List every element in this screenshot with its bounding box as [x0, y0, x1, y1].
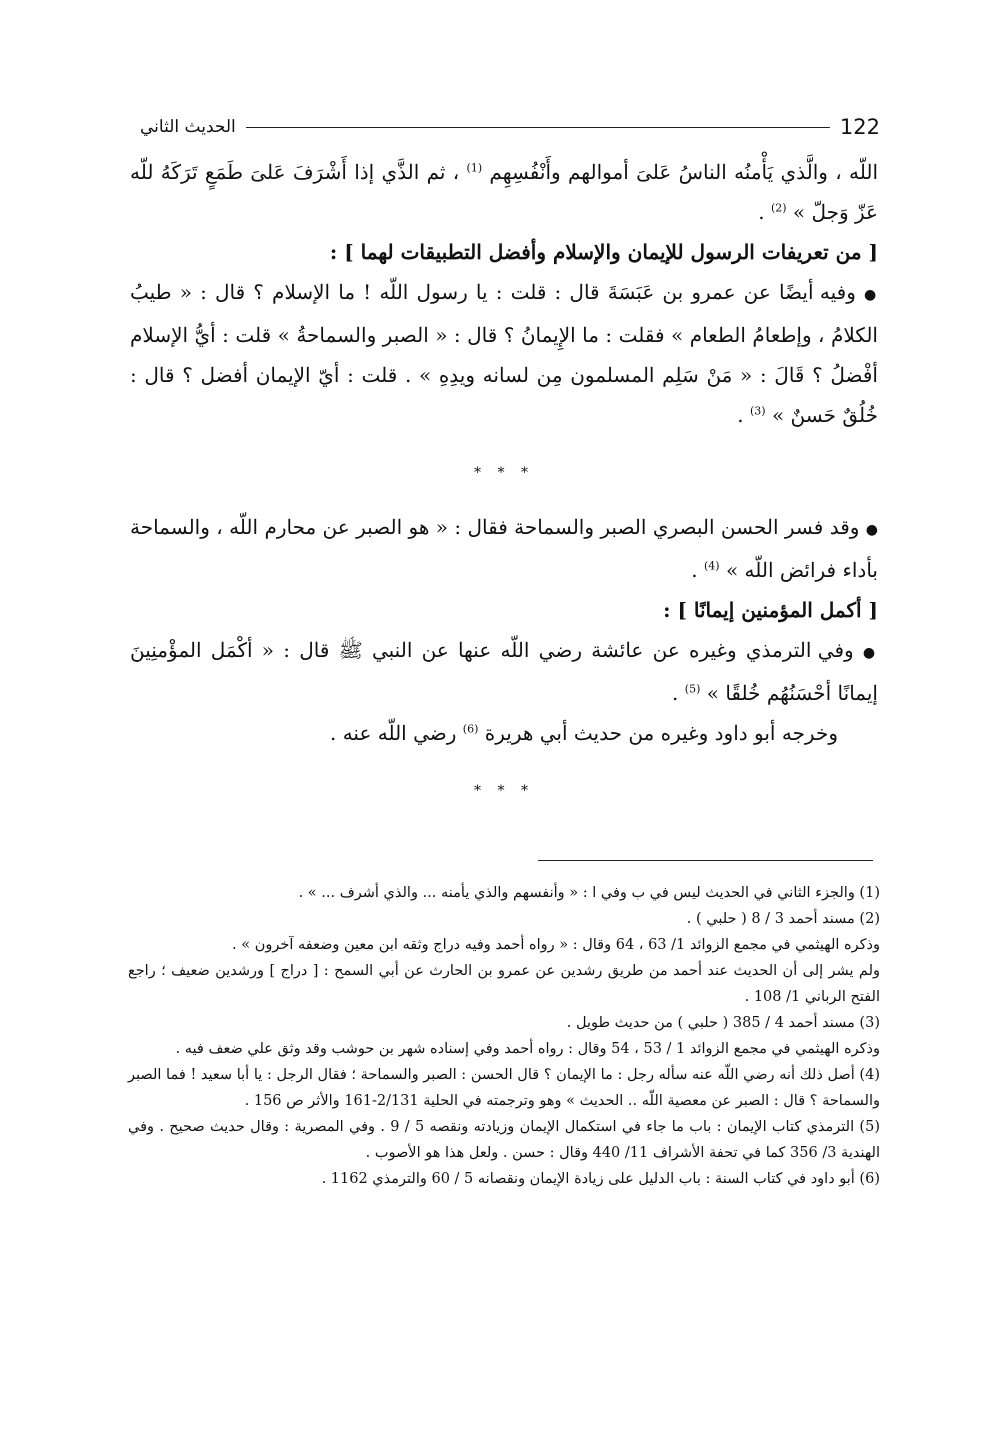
page-number: 122	[839, 115, 880, 139]
page-header	[140, 110, 880, 144]
main-text	[130, 152, 878, 825]
running-title: الحديث الثاني	[140, 117, 236, 137]
footnote: (3) مسند أحمد 4 / 385 ( حلبي ) من حديث طويل .	[566, 1015, 880, 1031]
paragraph-3	[130, 507, 878, 590]
footnote: (5) الترمذي كتاب الإيمان : باب ما جاء في استكمال الإيمان وزيادته ونقصه 5 / 9 . وفي المصرية : وقال حديث صحيح . وفي الهندية 3/ 356 كما في تحفة الأشراف 11/ 440 وقال : حسن . ولعل هذا هو الأصوب .	[128, 1119, 880, 1161]
bullet-icon: ●	[864, 287, 878, 303]
footnote-ref-5[interactable]: (5)	[684, 682, 701, 696]
section-heading-1: [ من تعريفات الرسول للإيمان والإسلام وأفضل التطبيقات لهما ] :	[329, 240, 878, 264]
paragraph-2	[130, 272, 878, 435]
footnote: (6) أبو داود في كتاب السنة : باب الدليل على زيادة الإيمان ونقصانه 5 / 60 والترمذي 1162 .	[321, 1171, 880, 1187]
footnote-rule	[538, 860, 873, 861]
para5-text: وخرجه أبو داود وغيره من حديث أبي هريرة	[484, 721, 838, 745]
footnote-ref-3[interactable]: (3)	[750, 404, 766, 418]
footnote: ولم يشر إلى أن الحديث عند أحمد من طريق رشدين عن عمرو بن الحارث عن أبي السمح : [ دراج ] ورشدين ضعيف ؛ راجع الفتح الرباني 1/ 108 .	[128, 963, 880, 1005]
footnote-ref-4[interactable]: (4)	[703, 559, 720, 573]
para1-end: .	[758, 200, 765, 224]
footnote: (1) والجزء الثاني في الحديث ليس في ب وفي ا : « وأنفسهم والذي يأمنه ... والذي أشرف ... » .	[298, 885, 880, 901]
footnote: (2) مسند أحمد 3 / 8 ( حلبي ) .	[686, 911, 880, 927]
para2-end: .	[737, 403, 744, 427]
para1-line1b: ، ثم الذَّي إذا أَشْرَفَ عَلىَ طَمَعٍ تَرَكَهُ	[160, 160, 460, 184]
footnote: وذكره الهيثمي في مجمع الزوائد 1/ 63 ، 64 وقال : « رواه أحمد وفيه دراج وثقه ابن معين وضعفه آخرون » .	[232, 937, 880, 953]
footnote-ref-1[interactable]: (1)	[466, 161, 483, 175]
section-separator-2: * * *	[474, 783, 534, 799]
para4-text: وفي الترمذي وغيره عن عائشة رضي اللّه عنها عن النبي ﷺ قال : « أكْمَل المؤْمنِينَ إيمانًا أحْسَنُهُم خُلقًا »	[130, 638, 878, 705]
para1-line2: للّه عَزّ وَجلّ »	[130, 160, 878, 224]
paragraph-1	[130, 152, 878, 232]
paragraph-5	[130, 713, 878, 753]
footnotes	[128, 880, 880, 1192]
bullet-icon: ●	[862, 645, 878, 661]
footnote-ref-6[interactable]: (6)	[462, 722, 479, 736]
para5-end: رضي اللّه عنه .	[329, 721, 457, 745]
para3-text: وقد فسر الحسن البصري الصبر والسماحة فقال : « هو الصبر عن محارم اللّه ، والسماحة بأداء فرائض اللّه »	[130, 515, 878, 582]
section-heading-2: [ أكمل المؤمنين إيمانًا ] :	[663, 598, 878, 622]
footnote: (4) أصل ذلك أنه رضي اللّه عنه سأله رجل : ما الإيمان ؟ قال الحسن : الصبر والسماحة ؛ فقال الرجل : يا أبا سعيد ! فما الصبر والسماحة ؟ قال : الصبر عن معصية اللّه .. الحديث » وهو وترجمته في الحلية 2/131-161 والأثر ص 156 .	[128, 1067, 880, 1109]
bullet-icon: ●	[865, 522, 879, 538]
para1-line1: اللّه ، والَّذي يَأْمنُه الناسُ عَلىَ أموالهم وأَنْفُسِهِم	[489, 160, 878, 184]
para4-end: .	[672, 681, 679, 705]
footnote: وذكره الهيثمي في مجمع الزوائد 1 / 53 ، 54 وقال : رواه أحمد وفي إسناده شهر بن حوشب وقد وثق علي ضعف فيه .	[175, 1041, 880, 1057]
para3-end: .	[691, 558, 698, 582]
footnote-ref-2[interactable]: (2)	[770, 201, 787, 215]
section-separator-1: * * *	[474, 465, 534, 481]
header-rule	[246, 127, 830, 128]
paragraph-4	[130, 630, 878, 713]
para2-text: وفيه أيضًا عن عمرو بن عَبَسَةَ قال : قلت : يا رسول اللّه ! ما الإسلام ؟ قال : « طيبُ الكلامُ ، وإطعامُ الطعام » فقلت : ما الإِيمانُ ؟ قال : « الصبر والسماحةُ » قلت : أيُّ الإسلام أفْضلُ ؟ قَالَ : « مَنْ سَلِم المسلمون مِن لسانه ويدِهِ » . قلت : أيّ الإيمان أفضل ؟ قال : خُلُقٌ حَسنٌ »	[130, 280, 878, 427]
